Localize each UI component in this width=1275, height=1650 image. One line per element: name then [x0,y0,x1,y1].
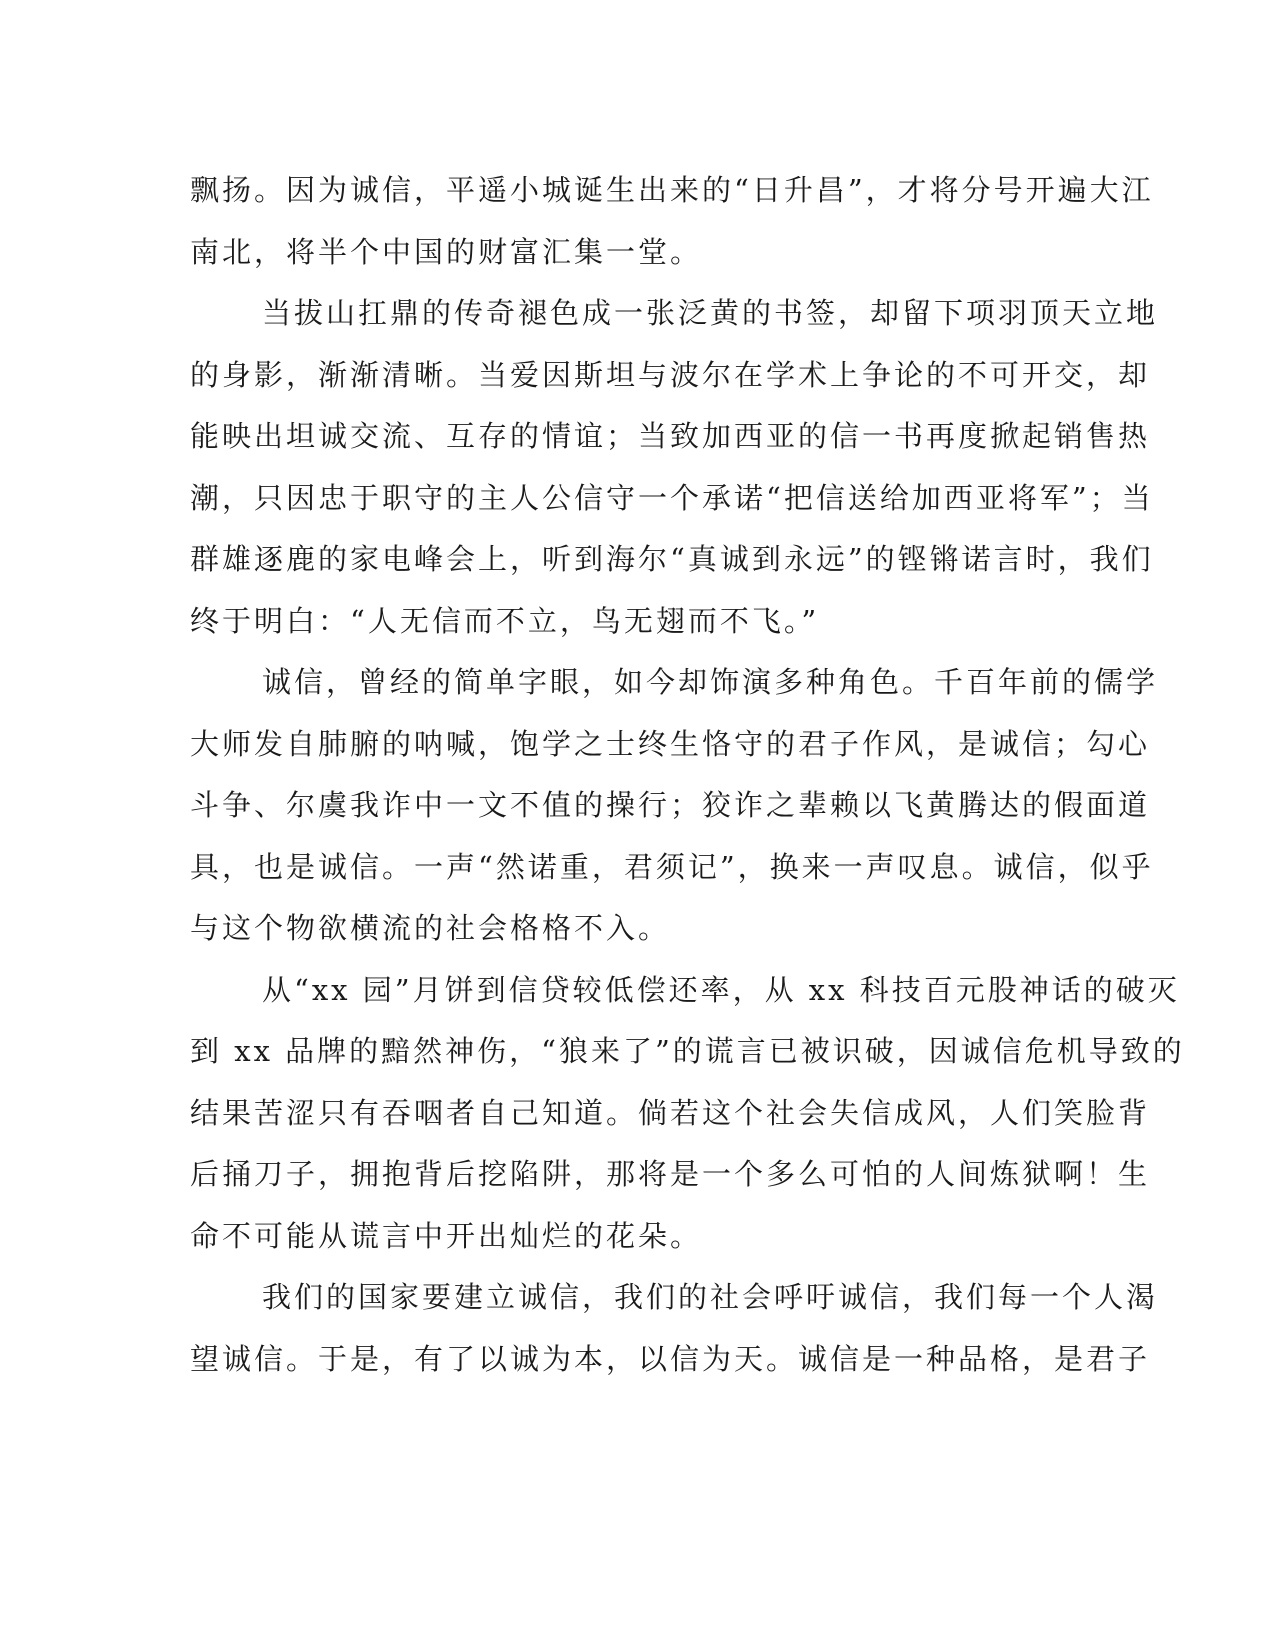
text-line: 斗争、尔虞我诈中一文不值的操行；狡诈之辈赖以飞黄腾达的假面道 [190,788,1151,822]
text-line: 具，也是诚信。一声“然诺重，君须记”，换来一声叹息。诚信，似乎 [190,849,1154,884]
document-body [190,160,1185,1390]
text-line: 与这个物欲横流的社会格格不入。 [190,911,671,945]
text-line: 群雄逐鹿的家电峰会上，听到海尔“真诚到永远”的铿锵诺言时，我们 [190,542,1154,576]
text-line: 潮，只因忠于职守的主人公信守一个承诺“把信送给加西亚将军”；当 [190,480,1154,515]
text-line: 大师发自肺腑的呐喊，饱学之士终生恪守的君子作风，是诚信；勾心 [190,726,1151,761]
text-line: 诚信，曾经的简单字眼，如今却饰演多种角色。千百年前的儒学 [262,665,1159,699]
paragraph-3 [190,652,1159,960]
paragraph-1 [190,160,1154,283]
paragraph-5 [190,1267,1159,1390]
text-line: 从“xx 园”月饼到信贷较低偿还率，从 xx 科技百元股神话的破灭 [262,972,1180,1007]
text-line: 能映出坦诚交流、互存的情谊；当致加西亚的信一书再度掀起销售热 [190,419,1151,453]
text-line: 终于明白：“人无信而不立，鸟无翅而不飞。” [190,603,820,638]
text-line: 到 xx 品牌的黯然神伤，“狼来了”的谎言已被识破，因诚信危机导致的 [190,1034,1185,1068]
paragraph-4 [190,960,1185,1268]
text-line: 当拔山扛鼎的传奇褪色成一张泛黄的书签，却留下项羽顶天立地 [262,296,1159,330]
text-line: 的身影，渐渐清晰。当爱因斯坦与波尔在学术上争论的不可开交，却 [190,357,1151,392]
text-line: 我们的国家要建立诚信，我们的社会呼吁诚信，我们每一个人渴 [262,1280,1159,1314]
text-line: 后捅刀子，拥抱背后挖陷阱，那将是一个多么可怕的人间炼狱啊！生 [190,1157,1151,1191]
text-line: 飘扬。因为诚信，平遥小城诞生出来的“日升昌”，才将分号开遍大江 [190,173,1154,207]
text-line: 望诚信。于是，有了以诚为本，以信为天。诚信是一种品格，是君子 [190,1341,1151,1376]
text-line: 命不可能从谎言中开出灿烂的花朵。 [190,1218,703,1253]
text-line: 结果苦涩只有吞咽者自己知道。倘若这个社会失信成风，人们笑脸背 [190,1095,1151,1130]
text-line: 南北，将半个中国的财富汇集一堂。 [190,234,703,269]
paragraph-2 [190,283,1159,652]
